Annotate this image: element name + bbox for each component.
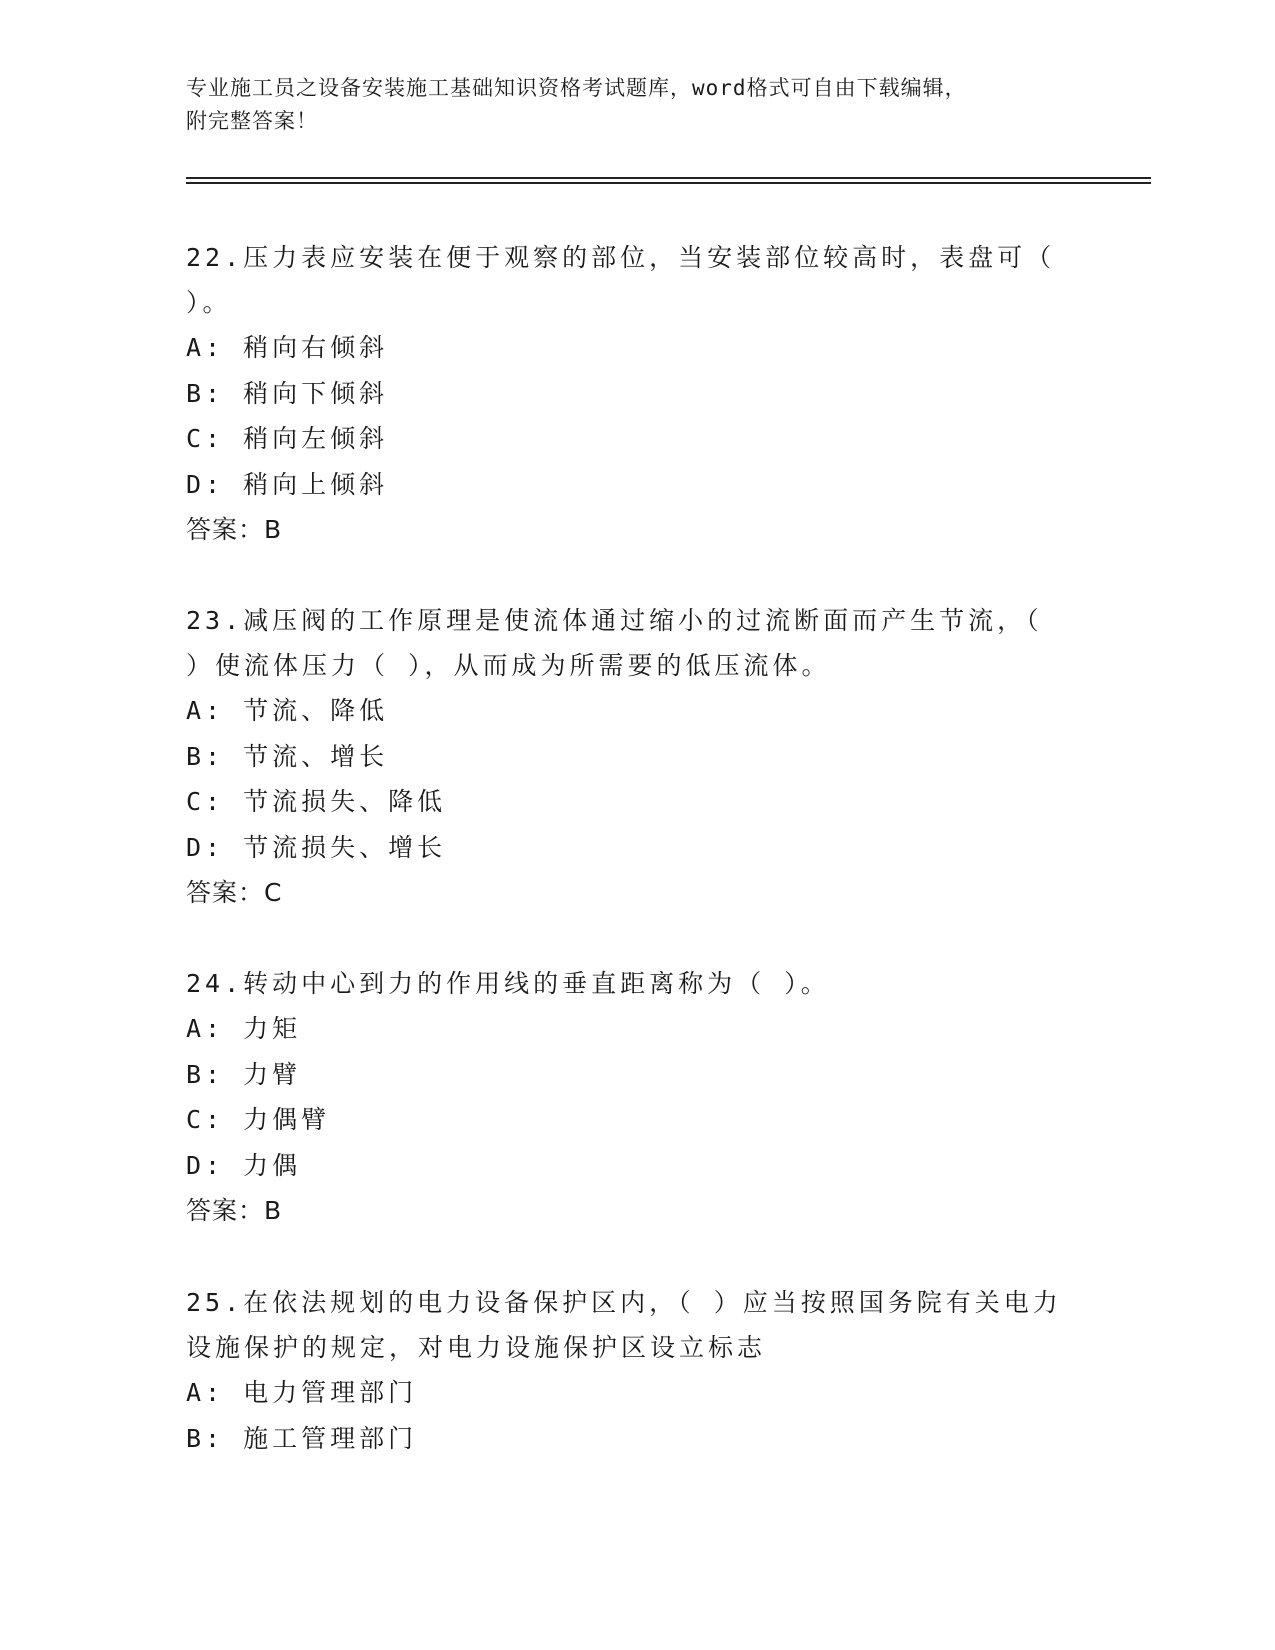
question-stem-line-2: 设施保护的规定，对电力设施保护区设立标志 bbox=[186, 1333, 767, 1362]
option-d: D: 节流损失、增长 bbox=[186, 832, 447, 862]
question-stem-line-1: 22.压力表应安装在便于观察的部位，当安装部位较高时，表盘可（ bbox=[186, 243, 1056, 272]
header-divider-bottom bbox=[186, 182, 1151, 184]
question-23 bbox=[186, 598, 1086, 915]
question-stem-line-2: ）。 bbox=[186, 288, 232, 317]
question-24 bbox=[186, 961, 1086, 1233]
question-stem-line-2: ）使流体压力（ ），从而成为所需要的低压流体。 bbox=[186, 651, 831, 680]
option-c: C: 稍向左倾斜 bbox=[186, 424, 389, 453]
question-22 bbox=[186, 235, 1086, 552]
option-d: D: 稍向上倾斜 bbox=[186, 469, 389, 499]
option-d: D: 力偶 bbox=[186, 1150, 302, 1180]
answer-label: 答案：B bbox=[186, 515, 283, 544]
answer-label: 答案：B bbox=[186, 1196, 283, 1225]
option-b: B: 稍向下倾斜 bbox=[186, 378, 389, 408]
question-25 bbox=[186, 1280, 1086, 1461]
question-stem-line-1: 24.转动中心到力的作用线的垂直距离称为（ ）。 bbox=[186, 969, 830, 998]
question-stem-line-1: 25.在依法规划的电力设备保护区内，（ ）应当按照国务院有关电力 bbox=[186, 1288, 1062, 1317]
answer-label: 答案：C bbox=[186, 878, 283, 907]
option-b: B: 力臂 bbox=[186, 1059, 302, 1089]
option-a: A: 力矩 bbox=[186, 1014, 302, 1043]
header-line-2: 附完整答案！ bbox=[186, 109, 318, 133]
document-header bbox=[186, 72, 1086, 138]
option-b: B: 节流、增长 bbox=[186, 741, 389, 771]
option-c: C: 力偶臂 bbox=[186, 1105, 331, 1134]
option-c: C: 节流损失、降低 bbox=[186, 787, 447, 816]
option-a: A: 节流、降低 bbox=[186, 696, 389, 725]
header-line-1: 专业施工员之设备安装施工基础知识资格考试题库，word格式可自由下载编辑， bbox=[186, 76, 967, 100]
option-a: A: 稍向右倾斜 bbox=[186, 333, 389, 362]
header-divider-top bbox=[186, 177, 1151, 179]
option-b: B: 施工管理部门 bbox=[186, 1423, 418, 1453]
option-a: A: 电力管理部门 bbox=[186, 1378, 418, 1407]
question-stem-line-1: 23.减压阀的工作原理是使流体通过缩小的过流断面而产生节流，（ bbox=[186, 606, 1043, 635]
